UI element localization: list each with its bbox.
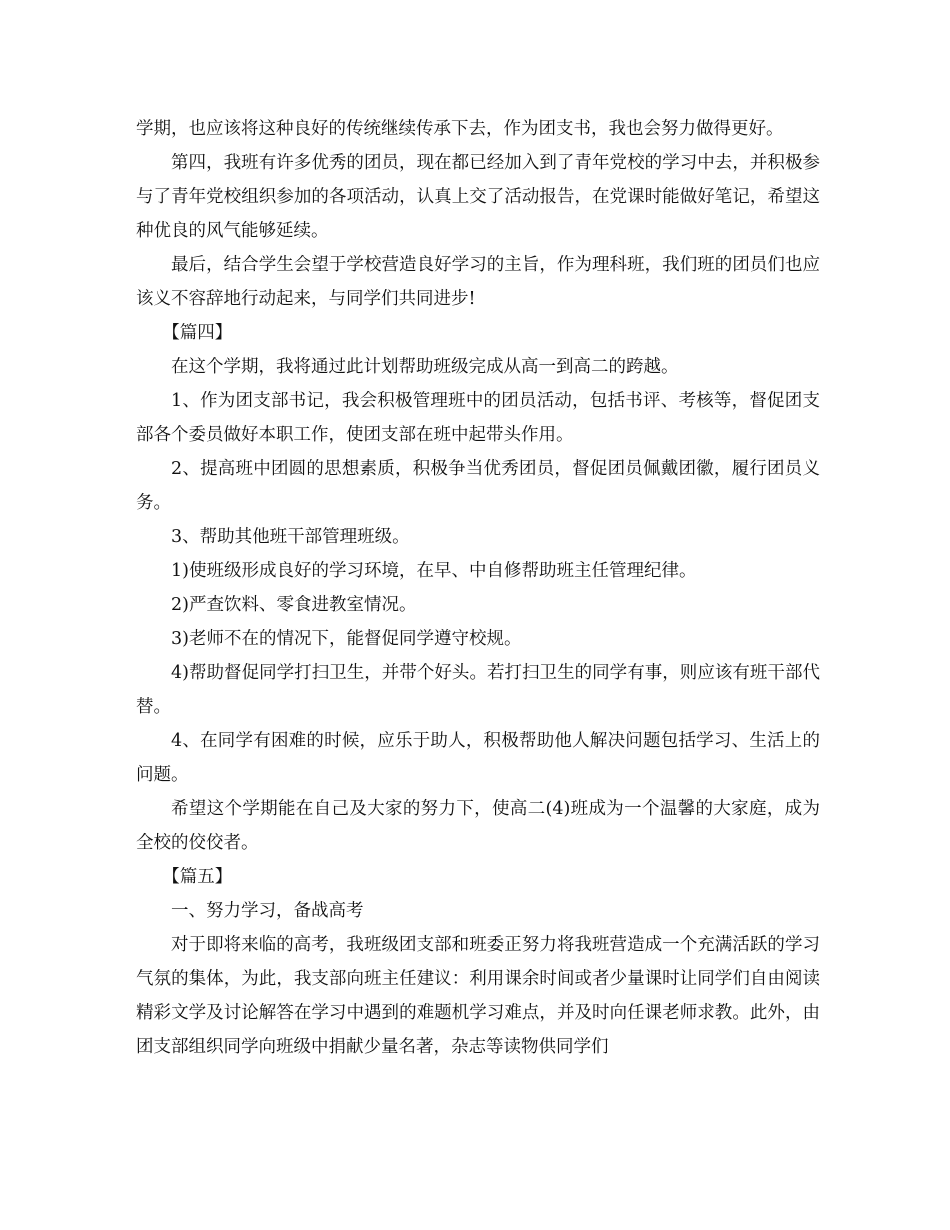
list-item-2: 2、提高班中团圆的思想素质，积极争当优秀团员，督促团员佩戴团徽，履行团员义务。 <box>136 459 820 513</box>
paragraph-finally: 最后，结合学生会望于学校营造良好学习的主旨，作为理科班，我们班的团员们也应该义不容辞地行动起来，与同学们共同进步! <box>136 255 820 309</box>
list-item-1: 1、作为团支部书记，我会积极管理班中的团员活动，包括书评、考核等，督促团支部各个委员做好本职工作，使团支部在班中起带头作用。 <box>136 391 820 445</box>
paragraph-hope: 希望这个学期能在自己及大家的努力下，使高二(4)班成为一个温馨的大家庭，成为全校的佼佼者。 <box>136 799 820 853</box>
sub-item-2: 2)严查饮料、零食进教室情况。 <box>171 595 417 615</box>
sub-item-1: 1)使班级形成良好的学习环境，在早、中自修帮助班主任管理纪律。 <box>171 561 697 581</box>
section-heading-part-four: 【篇四】 <box>162 323 233 343</box>
section-heading-part-five: 【篇五】 <box>162 867 233 887</box>
list-item-4: 4、在同学有困难的时候，应乐于助人，积极帮助他人解决问题包括学习、生活上的问题。 <box>136 731 820 785</box>
document-body <box>136 112 820 1064</box>
paragraph-intro-part-four: 在这个学期，我将通过此计划帮助班级完成从高一到高二的跨越。 <box>171 357 679 377</box>
list-item-3: 3、帮助其他班干部管理班级。 <box>171 527 410 547</box>
paragraph-fourth-point: 第四，我班有许多优秀的团员，现在都已经加入到了青年党校的学习中去，并积极参与了青年党校组织参加的各项活动，认真上交了活动报告，在党课时能做好笔记，希望这种优良的风气能够延续。 <box>136 153 820 241</box>
sub-item-4: 4)帮助督促同学打扫卫生，并带个好头。若打扫卫生的同学有事，则应该有班干部代替。 <box>136 663 820 717</box>
paragraph-exam-prep: 对于即将来临的高考，我班级团支部和班委正努力将我班营造成一个充满活跃的学习气氛的集体，为此，我支部向班主任建议：利用课余时间或者少量课时让同学们自由阅读精彩文学及讨论解答在学习中遇到的难题机学习难点，并及时向任课老师求教。此外，由团支部组织同学向班级中捐献少量名著，杂志等读物供同学们 <box>136 935 820 1057</box>
sub-item-3: 3)老师不在的情况下，能督促同学遵守校规。 <box>171 629 522 649</box>
sub-heading-study: 一、努力学习，备战高考 <box>171 901 364 921</box>
paragraph-continued: 学期，也应该将这种良好的传统继续传承下去，作为团支书，我也会努力做得更好。 <box>136 119 784 139</box>
